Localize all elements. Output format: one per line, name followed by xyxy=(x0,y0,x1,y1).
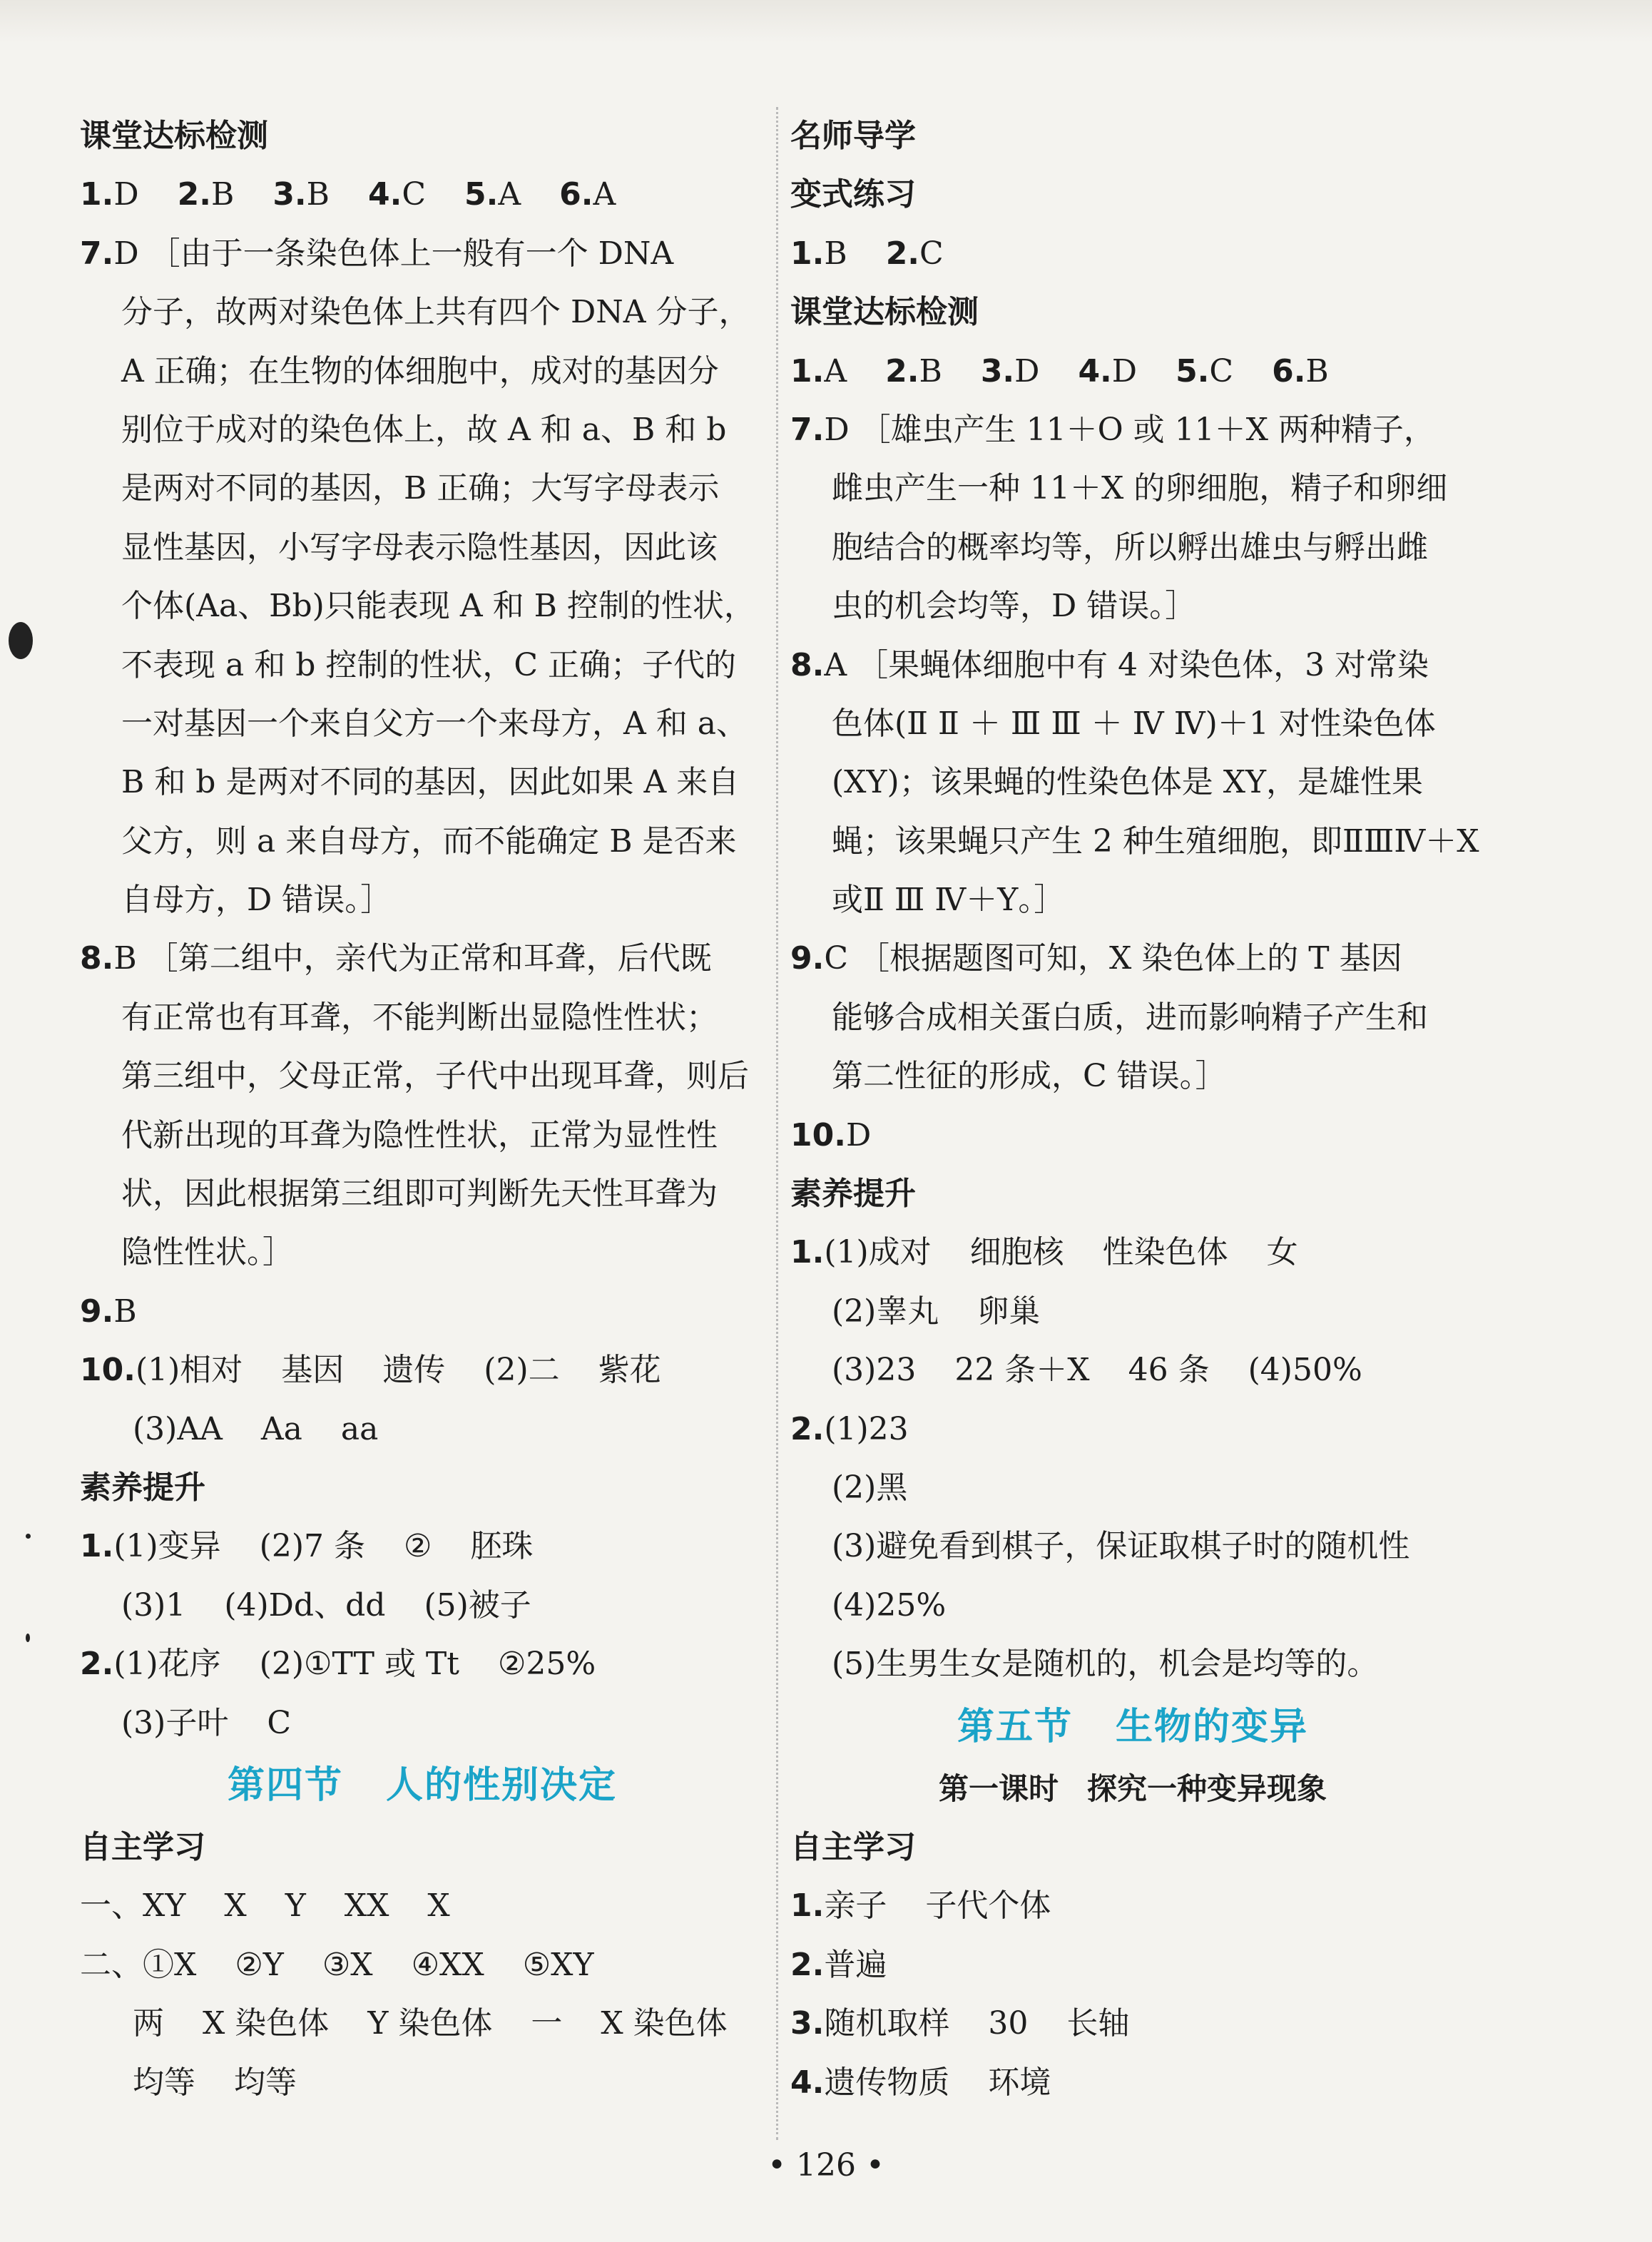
left-column xyxy=(80,107,765,2112)
variant-answers: 1.B 2.C xyxy=(790,235,944,272)
heading-class-test-2: 课堂达标检测 xyxy=(790,294,979,331)
heading-class-test: 课堂达标检测 xyxy=(80,118,268,154)
literacy-1-cont: (3)1 (4)Dd、dd (5)被子 xyxy=(121,1586,531,1624)
heading-literacy-b: 素养提升 xyxy=(790,1176,916,1213)
lesson-subtitle: 第一课时 探究一种变异现象 xyxy=(938,1770,1327,1806)
literacy-b-1-part2: (2)睾丸 卵巢 xyxy=(832,1293,1041,1330)
ink-blot-mark xyxy=(9,622,33,659)
heading-variant-practice: 变式练习 xyxy=(790,176,916,213)
scan-top-edge xyxy=(0,0,1652,43)
section-title-5: 第五节 生物的变异 xyxy=(957,1705,1309,1748)
self-study-2: 二、①X ②Y ③X ④XX ⑤XY xyxy=(80,1946,594,1983)
self-study-b-1: 1.亲子 子代个体 xyxy=(790,1887,1051,1925)
literacy-b-2: 2.(1)23 xyxy=(790,1410,909,1447)
literacy-b-2-part3: (3)避免看到棋子，保证取棋子时的随机性 xyxy=(832,1528,1410,1565)
literacy-b-1: 1.(1)成对 细胞核 性染色体 女 xyxy=(790,1234,1298,1271)
ink-dot-mark xyxy=(26,1634,30,1642)
self-study-b-3: 3.随机取样 30 长轴 xyxy=(790,2005,1130,2042)
heading-teacher-guide: 名师导学 xyxy=(790,118,916,154)
answer-10-b: 10.D xyxy=(790,1116,872,1153)
answer-10-part3: (3)AA Aa aa xyxy=(133,1410,379,1447)
literacy-b-1-part3: (3)23 22 条＋X 46 条 (4)50% xyxy=(832,1352,1362,1389)
self-study-b-4: 4.遗传物质 环境 xyxy=(790,2064,1051,2101)
self-study-b-2: 2.普遍 xyxy=(790,1946,887,1983)
literacy-1: 1.(1)变异 (2)7 条 ② 胚珠 xyxy=(80,1528,534,1565)
answer-10: 10.(1)相对 基因 遗传 (2)二 紫花 xyxy=(80,1352,661,1389)
literacy-b-2-part5: (5)生男生女是随机的，机会是均等的。 xyxy=(832,1646,1379,1683)
answer-7-explanation: 7.D ［由于一条染色体上一般有一个 DNA 分子，故两对染色体上共有四个 DNA 分子， A 正确；在生物的体细胞中，成对的基因分 别位于成对的染色体上，故 A 和 a、B 和 b 是两对不同的基因，B 正确；大写字母表示 显性基因，小写字母表示隐性基因，因此该 个体(Aa、Bb)只能表现 A 和 B 控制的性状， 不表现 a 和 b 控制的性状，C 正确；子代的 一对基因一个来自父方一个来母方，A 和 a、 B 和 b 是两对不同的基因，因此如果 A 来自 父方，则 a 来自母方，而不能确定 B 是否来 自母方，D 错误。］ xyxy=(80,235,755,919)
heading-self-study: 自主学习 xyxy=(80,1828,205,1865)
literacy-b-2-part4: (4)25% xyxy=(832,1586,947,1624)
answer-8-explanation: 8.B ［第二组中，亲代为正常和耳聋，后代既 有正常也有耳聋，不能判断出显隐性性状； 第三组中，父母正常，子代中出现耳聋，则后 代新出现的耳聋为隐性性状，正常为显性性 状，因此根据第三组即可判断先天性耳聋为 隐性性状。］ xyxy=(80,940,749,1271)
heading-self-study-b: 自主学习 xyxy=(790,1828,916,1865)
literacy-2-cont: (3)子叶 C xyxy=(121,1704,291,1741)
right-column xyxy=(790,107,1479,2112)
literacy-b-2-part2: (2)黑 xyxy=(832,1469,908,1506)
answer-row-1-6: 1.D 2.B 3.B 4.C 5.A 6.A xyxy=(80,176,616,213)
self-study-2-cont2: 均等 均等 xyxy=(133,2064,297,2101)
page-number: • 126 • xyxy=(768,2147,884,2184)
literacy-2: 2.(1)花序 (2)①TT 或 Tt ②25% xyxy=(80,1646,596,1683)
column-divider xyxy=(776,107,778,2140)
section-title-4: 第四节 人的性别决定 xyxy=(227,1763,618,1807)
self-study-1: 一、XY X Y XX X xyxy=(80,1887,450,1925)
answer-9: 9.B xyxy=(80,1293,137,1330)
ink-dot-mark xyxy=(26,1534,31,1539)
answer-8-explanation-b: 8.A ［果蝇体细胞中有 4 对染色体，3 对常染 色体(Ⅱ Ⅱ ＋ Ⅲ Ⅲ ＋ Ⅳ Ⅳ)＋1 对性染色体 (XY)；该果蝇的性染色体是 XY，是雄性果 蝇；该果蝇只产生 2 种生殖细胞，即ⅡⅢⅣ＋X 或Ⅱ Ⅲ Ⅳ＋Y。］ xyxy=(790,646,1479,919)
answer-9-explanation-b: 9.C ［根据题图可知，X 染色体上的 T 基因 能够合成相关蛋白质，进而影响精子产生和 第二性征的形成，C 错误。］ xyxy=(790,940,1428,1095)
answer-7-explanation-b: 7.D ［雄虫产生 11＋O 或 11＋X 两种精子， 雌虫产生一种 11＋X 的卵细胞，精子和卵细 胞结合的概率均等，所以孵出雄虫与孵出雌 虫的机会均等，D 错误。］ xyxy=(790,411,1448,625)
answer-row-1-6-b: 1.A 2.B 3.D 4.D 5.C 6.B xyxy=(790,352,1329,389)
self-study-2-cont: 两 X 染色体 Y 染色体 一 X 染色体 xyxy=(133,2005,728,2042)
heading-literacy: 素养提升 xyxy=(80,1469,205,1506)
